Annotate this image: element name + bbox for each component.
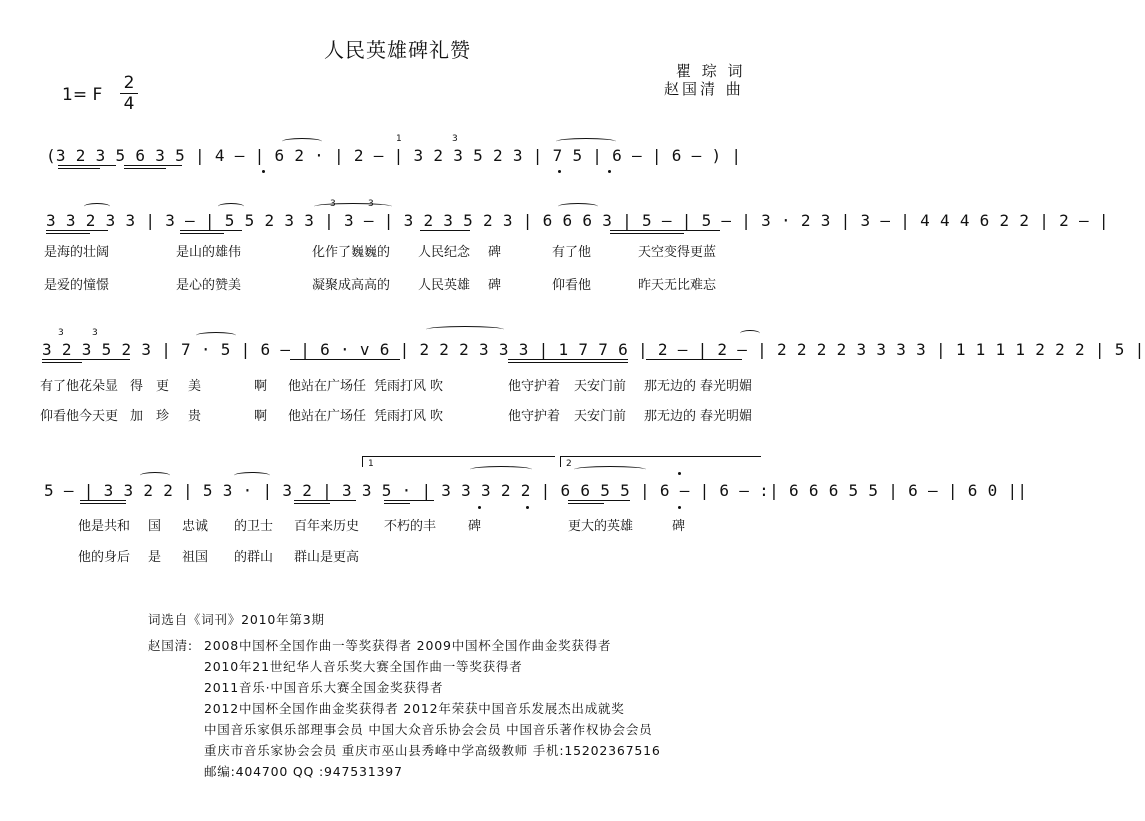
lyrics-2-v2-b: 是心的赞美 <box>176 278 242 293</box>
fermata-dot <box>678 472 681 475</box>
tie-mark <box>314 203 392 210</box>
underline <box>124 165 182 166</box>
underline <box>568 500 630 501</box>
tie-mark <box>426 326 504 333</box>
underline <box>646 359 742 360</box>
lyrics-4-v1-g: 碑 <box>468 519 482 534</box>
composer-bio-line: 中国音乐家俱乐部理事会员 中国大众音乐协会会员 中国音乐著作权协会会员 <box>204 722 653 737</box>
lyrics-3-v2-f: 他站在广场任 <box>288 409 367 424</box>
staff-line-1-notes: (3 2 3 5 6 3 5 | 4 — | 6 2 · | 2 — | 3 2 3 5 2 3 | 7 5 | 6 — | 6 — ) | <box>46 146 742 165</box>
lyrics-3-v1-k: 那无边的 <box>644 379 697 394</box>
song-title: 人民英雄碑礼赞 <box>324 38 471 62</box>
tie-mark <box>470 466 532 473</box>
underline <box>46 230 108 231</box>
lyrics-3-v2-d: 贵 <box>188 409 202 424</box>
lyrics-2-v1-e: 碑 <box>488 245 502 260</box>
lyrics-2-v2-c: 凝聚成高高的 <box>312 278 391 293</box>
underline <box>180 233 224 234</box>
composer-credit: 赵国清 曲 <box>664 80 744 98</box>
triplet-mark: 1 <box>396 134 402 144</box>
lyrics-4-v2-c: 祖国 <box>182 550 209 565</box>
lyrics-4-v1-f: 不朽的丰 <box>384 519 437 534</box>
lyrics-3-v1-c: 更 <box>156 379 170 394</box>
lyrics-4-v1-h: 更大的英雄 <box>568 519 634 534</box>
underline <box>610 230 720 231</box>
lyrics-2-v1-c: 化作了巍巍的 <box>312 245 391 260</box>
triplet-mark: 3 <box>92 328 98 338</box>
underline <box>80 500 126 501</box>
lyrics-2-v1-d: 人民纪念 <box>418 245 471 260</box>
lyrics-3-v2-l: 春光明媚 <box>700 409 753 424</box>
lyrics-3-v2-j: 天安门前 <box>574 409 627 424</box>
underline <box>294 503 330 504</box>
low-octave-dot <box>526 506 529 509</box>
underline <box>180 230 242 231</box>
staff-line-4-notes: 5 — | 3 3 2 2 | 5 3 · | 3 2 | 3 3 5 · | 3 3 3 2 2 | 6 6 5 5 | 6 — | 6 — :| 6 6 6 5 5 | 6 — | 6 0 || <box>44 481 1028 500</box>
underline <box>294 500 356 501</box>
volta-number-1: 1 <box>368 459 374 469</box>
lyrics-2-v1-b: 是山的雄伟 <box>176 245 242 260</box>
underline <box>508 362 628 363</box>
lyrics-3-v2-i: 他守护着 <box>508 409 561 424</box>
lyrics-3-v1-f: 他站在广场任 <box>288 379 367 394</box>
tie-mark <box>196 332 236 339</box>
lyrics-3-v1-i: 他守护着 <box>508 379 561 394</box>
tie-mark <box>140 472 170 479</box>
lyrics-2-v1-f: 有了他 <box>552 245 592 260</box>
composer-bio-line: 2012中国杯全国作曲金奖获得者 2012年荣获中国音乐发展杰出成就奖 <box>204 701 625 716</box>
underline <box>610 233 684 234</box>
underline <box>290 359 400 360</box>
second-ending-bracket <box>560 456 761 467</box>
underline <box>124 168 166 169</box>
underline <box>80 503 126 504</box>
lyrics-3-v1-e: 啊 <box>254 379 268 394</box>
lyrics-4-v1-e: 百年来历史 <box>294 519 360 534</box>
key-signature: 1= F <box>62 85 103 105</box>
underline <box>46 233 90 234</box>
lyrics-4-v2-a: 他的身后 <box>78 550 131 565</box>
underline <box>384 503 410 504</box>
lyrics-4-v1-d: 的卫士 <box>234 519 274 534</box>
triplet-mark: 3 <box>368 199 374 209</box>
low-octave-dot <box>678 506 681 509</box>
composer-bio-name: 赵国清: <box>148 638 193 653</box>
triplet-mark: 3 <box>452 134 458 144</box>
time-signature <box>120 73 138 114</box>
staff-line-2-notes: 3 3 2 3 3 | 3 — | 5 5 2 3 3 | 3 — | 3 2 3 5 2 3 | 6 6 6 3 | 5 — | 5 — | 3 · 2 3 | 3 — | 4 4 4 6 2 2 | 2 — | <box>46 211 1109 230</box>
underline <box>58 165 116 166</box>
underline <box>384 500 434 501</box>
lyrics-4-v1-i: 碑 <box>672 519 686 534</box>
lyrics-3-v1-j: 天安门前 <box>574 379 627 394</box>
lyrics-2-v1-a: 是海的壮阔 <box>44 245 110 260</box>
underline <box>508 359 628 360</box>
lyrics-3-v1-l: 春光明媚 <box>700 379 753 394</box>
tie-mark <box>558 203 598 210</box>
lyrics-3-v1-d: 美 <box>188 379 202 394</box>
lyrics-3-v2-g: 凭雨打风 <box>374 409 427 424</box>
lyrics-3-v2-b: 加 <box>130 409 144 424</box>
underline <box>568 503 604 504</box>
lyrics-source: 词选自《词刊》2010年第3期 <box>148 612 325 627</box>
lyrics-4-v1-c: 忠诚 <box>182 519 209 534</box>
lyrics-3-v1-a: 有了他花朵显 <box>40 379 119 394</box>
composer-bio-line: 2008中国杯全国作曲一等奖获得者 2009中国杯全国作曲金奖获得者 <box>204 638 612 653</box>
lyrics-2-v2-e: 碑 <box>488 278 502 293</box>
low-octave-dot <box>558 170 561 173</box>
lyrics-3-v2-h: 吹 <box>430 409 444 424</box>
time-signature-top: 2 <box>123 73 135 93</box>
underline <box>58 168 100 169</box>
lyrics-2-v2-d: 人民英雄 <box>418 278 471 293</box>
composer-bio-line: 邮编:404700 QQ :947531397 <box>204 764 403 779</box>
lyrics-3-v2-a: 仰看他今天更 <box>40 409 119 424</box>
lyrics-4-v2-b: 是 <box>148 550 162 565</box>
triplet-mark: 3 <box>58 328 64 338</box>
tie-mark <box>218 203 244 210</box>
underline <box>420 230 470 231</box>
lyrics-4-v1-a: 他是共和 <box>78 519 131 534</box>
lyrics-2-v1-g: 天空变得更蓝 <box>638 245 717 260</box>
tie-mark <box>740 330 760 337</box>
staff-line-3-notes: 3 2 3 5 2 3 | 7 · 5 | 6 — | 6 · v 6 | 2 2 2 3 3 3 | 1 7 7 6 | 2 — | 2 — | 2 2 2 2 3 3 3 3 | 1 1 1 1 2 2 2 | 5 | <box>42 340 1145 359</box>
volta-number-2: 2 <box>566 459 572 469</box>
lyrics-2-v2-f: 仰看他 <box>552 278 592 293</box>
low-octave-dot <box>478 506 481 509</box>
first-ending-bracket <box>362 456 555 467</box>
low-octave-dot <box>608 170 611 173</box>
tie-mark <box>234 472 270 479</box>
lyrics-2-v2-g: 昨天无比难忘 <box>638 278 717 293</box>
composer-bio-line: 2010年21世纪华人音乐奖大赛全国作曲一等奖获得者 <box>204 659 523 674</box>
time-signature-bottom: 4 <box>123 94 135 114</box>
lyrics-3-v1-b: 得 <box>130 379 144 394</box>
tie-mark <box>556 138 616 145</box>
underline <box>42 362 82 363</box>
lyrics-3-v1-h: 吹 <box>430 379 444 394</box>
lyrics-4-v1-b: 国 <box>148 519 162 534</box>
lyrics-3-v1-g: 凭雨打风 <box>374 379 427 394</box>
lyrics-4-v2-e: 群山是更高 <box>294 550 360 565</box>
tie-mark <box>84 203 110 210</box>
tie-mark <box>282 138 322 145</box>
tie-mark <box>574 466 646 473</box>
underline <box>42 359 130 360</box>
composer-bio-line: 重庆市音乐家协会会员 重庆市巫山县秀峰中学高级教师 手机:15202367516 <box>204 743 661 758</box>
composer-bio-line: 2011音乐·中国音乐大赛全国金奖获得者 <box>204 680 444 695</box>
triplet-mark: 3 <box>330 199 336 209</box>
low-octave-dot <box>262 170 265 173</box>
lyrics-3-v2-e: 啊 <box>254 409 268 424</box>
lyrics-4-v2-d: 的群山 <box>234 550 274 565</box>
lyrics-2-v2-a: 是爱的憧憬 <box>44 278 110 293</box>
lyricist-credit: 瞿 琮 词 <box>676 62 746 80</box>
lyrics-3-v2-c: 珍 <box>156 409 170 424</box>
lyrics-3-v2-k: 那无边的 <box>644 409 697 424</box>
